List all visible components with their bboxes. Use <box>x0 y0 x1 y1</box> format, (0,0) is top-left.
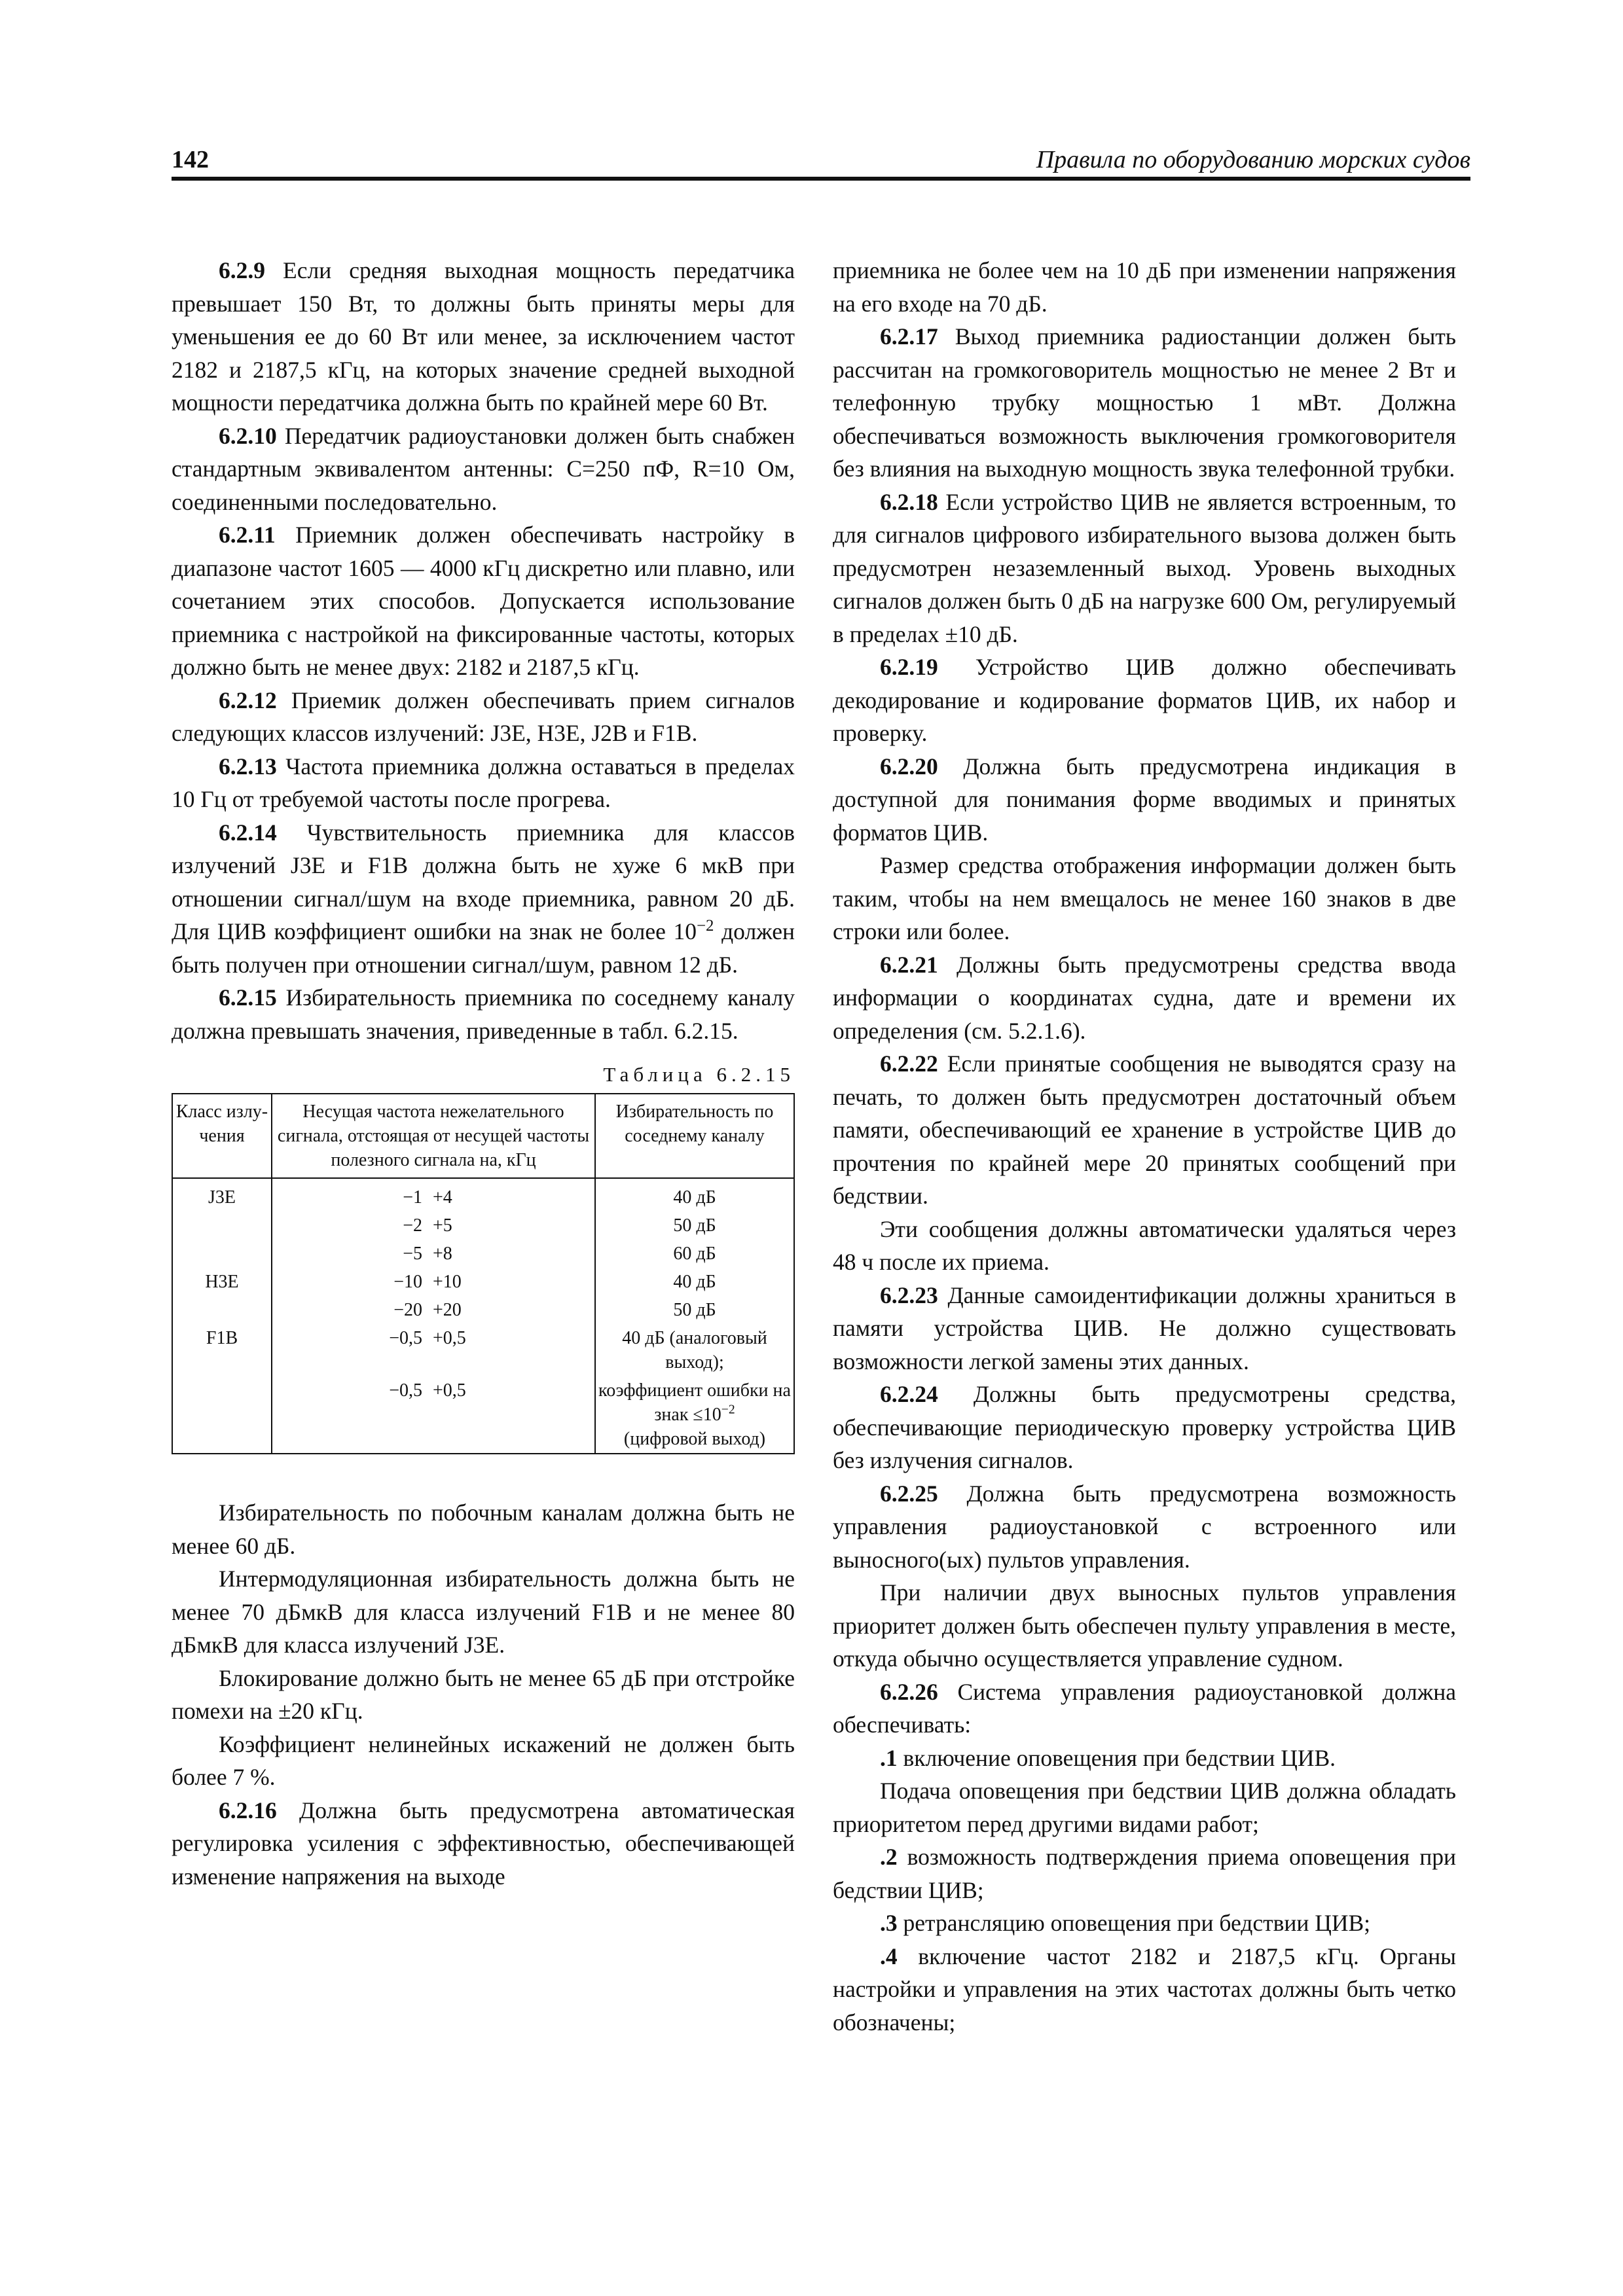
paragraph-6-2-14 <box>172 816 795 982</box>
clause-number: 6.2.9 <box>219 257 265 283</box>
clause-number: 6.2.20 <box>880 753 938 780</box>
paragraph-6-2-19 <box>833 651 1456 750</box>
cell-frequency: −20 +20 <box>272 1296 595 1324</box>
table-header-row <box>172 1094 794 1178</box>
cell-class: H3E <box>172 1268 272 1296</box>
clause-text-cont: должен быть получен при отношении сигнал/шум, равном 12 дБ. <box>172 918 795 978</box>
item-number: .1 <box>880 1744 898 1771</box>
list-item <box>833 1907 1456 1940</box>
table-caption: Таблица 6.2.15 <box>603 1063 795 1086</box>
paragraph-remote-priority: При наличии двух выносных пультов управления приоритет должен быть обеспечен пульту управления в месте, откуда обычно осуществляется управление судном. <box>833 1579 1456 1672</box>
item-number: .2 <box>880 1844 898 1870</box>
paragraph-6-2-25 <box>833 1477 1456 1577</box>
clause-text: Чувствительность приемника для классов излучений J3E и F1B должна быть не хуже 6 мкВ при отношении сигнал/шум на входе приемника, равном 20 дБ. Для ЦИВ коэффициент ошибки на знак не более 10 <box>172 819 795 944</box>
paragraph-distortion: Коэффициент нелинейных искажений не должен быть более 7 %. <box>172 1731 795 1790</box>
clause-text: Если средняя выходная мощность передатчика превышает 150 Вт, то должны быть приняты меры для уменьшения ее до 60 Вт или менее, за исключением частот 2182 и 2187,5 кГц, на которых значение средней выходной мощности передатчика должна быть по крайней мере 60 Вт. <box>172 257 795 416</box>
clause-number: 6.2.22 <box>880 1050 938 1077</box>
cell-selectivity: 40 дБ <box>595 1178 794 1211</box>
clause-number: 6.2.16 <box>219 1797 277 1823</box>
paragraph-6-2-22 <box>833 1047 1456 1213</box>
clause-text: Приемик должен обеспечивать прием сигналов следующих классов излучений: J3E, H3E, J2B и F1B. <box>172 687 795 746</box>
cell-frequency: −5 +8 <box>272 1240 595 1268</box>
list-item <box>833 1742 1456 1775</box>
table-row <box>172 1268 794 1296</box>
paragraph-6-2-20 <box>833 750 1456 850</box>
item-text: включение частот 2182 и 2187,5 кГц. Органы настройки и управления на этих частотах должны быть четко обозначены; <box>833 1943 1456 2036</box>
clause-number: 6.2.18 <box>880 488 938 515</box>
paragraph-6-2-23 <box>833 1279 1456 1378</box>
cell-class <box>172 1211 272 1240</box>
clause-text: Должны быть предусмотрены средства, обеспечивающие периодическую проверку устройства ЦИВ без излучения сигналов. <box>833 1381 1456 1473</box>
list-item <box>833 1940 1456 2039</box>
exponent: −2 <box>721 1403 735 1417</box>
paragraph-6-2-24 <box>833 1378 1456 1477</box>
paragraph-6-2-16-continued: приемника не более чем на 10 дБ при изменении напряжения на его входе на 70 дБ. <box>833 257 1456 317</box>
paragraph-6-2-9 <box>172 254 795 420</box>
clause-number: 6.2.15 <box>219 984 277 1011</box>
clause-text: Устройство ЦИВ должно обеспечивать декодирование и кодирование форматов ЦИВ, их набор и проверку. <box>833 654 1456 746</box>
clause-number: 6.2.23 <box>880 1282 938 1308</box>
selectivity-table <box>172 1093 795 1454</box>
clause-text: Данные самоидентификации должны храниться в памяти устройства ЦИВ. Не должно существовать возможности легкой замены этих данных. <box>833 1282 1456 1374</box>
paragraph-6-2-21 <box>833 948 1456 1048</box>
table-row <box>172 1296 794 1324</box>
exponent: −2 <box>697 917 714 935</box>
clause-number: 6.2.13 <box>219 753 277 780</box>
cell-frequency: −1 +4 <box>272 1178 595 1211</box>
cell-frequency: −0,5 +0,5 <box>272 1376 595 1454</box>
paragraph-6-2-11 <box>172 518 795 684</box>
clause-number: 6.2.10 <box>219 422 277 449</box>
table-row <box>172 1324 794 1376</box>
clause-text: Должна быть предусмотрена возможность управления радиоустановкой с встроенного или выносного(ых) пультов управления. <box>833 1480 1456 1573</box>
paragraph-6-2-26 <box>833 1676 1456 1742</box>
clause-text: Должна быть предусмотрена индикация в доступной для понимания форме вводимых и принятых форматов ЦИВ. <box>833 753 1456 846</box>
item-text: возможность подтверждения приема оповещения при бедствии ЦИВ; <box>833 1844 1456 1903</box>
paragraph-6-2-13 <box>172 750 795 816</box>
page-header <box>172 143 1470 177</box>
clause-text: Частота приемника должна оставаться в пределах 10 Гц от требуемой частоты после прогрева. <box>172 753 795 812</box>
paragraph-6-2-12 <box>172 684 795 750</box>
cell-frequency: −0,5 +0,5 <box>272 1324 595 1376</box>
clause-text: Должны быть предусмотрены средства ввода информации о координатах судна, дате и времени их определения (см. 5.2.1.6). <box>833 951 1456 1044</box>
item-text: ретрансляцию оповещения при бедствии ЦИВ; <box>897 1910 1371 1936</box>
page-number: 142 <box>172 146 209 173</box>
table-row <box>172 1240 794 1268</box>
clause-text: Выход приемника радиостанции должен быть рассчитан на громкоговоритель мощностью не менее 2 Вт и телефонную трубку мощностью 1 мВт. Должна обеспечиваться возможность выключения громкоговорителя без влияния на выходную мощность звука телефонной трубки. <box>833 323 1456 482</box>
table-row <box>172 1376 794 1454</box>
clause-text: Если устройство ЦИВ не является встроенным, то для сигналов цифрового избирательного вызова должен быть предусмотрен незаземленный выход. Уровень выходных сигналов должен быть 0 дБ на нагрузке 600 Ом, регулируемый в пределах ±10 дБ. <box>833 488 1456 647</box>
cell-selectivity: коэффициент ошибки на знак $\le 10^{-2}$ (цифровой выход) <box>595 1376 794 1454</box>
cell-class <box>172 1376 272 1454</box>
cell-class: F1B <box>172 1324 272 1376</box>
clause-text: Передатчик радиоустановки должен быть снабжен стандартным эквивалентом антенны: C=250 пФ, R=10 Ом, соединенными последовательно. <box>172 422 795 515</box>
header-selectivity: Избирательность по соседнему каналу <box>595 1094 794 1178</box>
cell-frequency: −10 +10 <box>272 1268 595 1296</box>
cell-selectivity: 50 дБ <box>595 1296 794 1324</box>
list-item <box>833 1840 1456 1907</box>
clause-number: 6.2.26 <box>880 1678 938 1705</box>
paragraph-6-2-15 <box>172 981 795 1047</box>
clause-number: 6.2.25 <box>880 1480 938 1507</box>
paragraph-6-2-18 <box>833 486 1456 651</box>
cell-selectivity: 50 дБ <box>595 1211 794 1240</box>
header-class: Класс излу-чения <box>172 1094 272 1178</box>
clause-number: 6.2.21 <box>880 951 938 978</box>
clause-number: 6.2.11 <box>219 522 276 548</box>
clause-text: Избирательность приемника по соседнему каналу должна превышать значения, приведенные в табл. 6.2.15. <box>172 984 795 1044</box>
item-number: .3 <box>880 1910 898 1936</box>
clause-number: 6.2.17 <box>880 323 938 350</box>
paragraph-display-size: Размер средства отображения информации должен быть таким, чтобы на нем вмещалось не менее 160 знаков в две строки или более. <box>833 852 1456 944</box>
clause-text: Система управления радиоустановкой должна обеспечивать: <box>833 1678 1456 1738</box>
clause-number: 6.2.12 <box>219 687 277 713</box>
paragraph-6-2-17 <box>833 320 1456 486</box>
clause-text: Должна быть предусмотрена автоматическая регулировка усиления с эффективностью, обеспечивающей изменение напряжения на выходе <box>172 1797 795 1890</box>
paragraph-auto-delete: Эти сообщения должны автоматически удаляться через 48 ч после их приема. <box>833 1215 1456 1275</box>
item-text: включение оповещения при бедствии ЦИВ. <box>897 1744 1336 1771</box>
cell-class: J3E <box>172 1178 272 1211</box>
table-row <box>172 1178 794 1211</box>
cell-class <box>172 1296 272 1324</box>
clause-number: 6.2.19 <box>880 654 938 680</box>
paragraph-spurious: Избирательность по побочным каналам должна быть не менее 60 дБ. <box>172 1499 795 1559</box>
table-row <box>172 1211 794 1240</box>
left-column <box>172 254 795 1893</box>
paragraph-distress-priority: Подача оповещения при бедствии ЦИВ должна обладать приоритетом перед другими видами работ; <box>833 1778 1456 1837</box>
paragraph-intermodulation: Интермодуляционная избирательность должна быть не менее 70 дБмкВ для класса излучений F1B и не менее 80 дБмкВ для класса излучений J3E. <box>172 1566 795 1658</box>
paragraph-6-2-16 <box>172 1794 795 1893</box>
right-column <box>833 254 1456 2039</box>
running-title: Правила по оборудованию морских судов <box>1036 146 1470 173</box>
clause-text: Приемник должен обеспечивать настройку в диапазоне частот 1605 — 4000 кГц дискретно или плавно, или сочетанием этих способов. Допускается использование приемника с настройкой на фиксированные частоты, которых должно быть не менее двух: 2182 и 2187,5 кГц. <box>172 522 795 680</box>
header-rule <box>172 177 1470 181</box>
cell-class <box>172 1240 272 1268</box>
cell-frequency: −2 +5 <box>272 1211 595 1240</box>
clause-text: Если принятые сообщения не выводятся сразу на печать, то должен быть предусмотрен достаточный объем памяти, обеспечивающий ее хранение в устройстве ЦИВ до прочтения по крайней мере 20 принятых сообщений при бедствии. <box>833 1050 1456 1209</box>
cell-selectivity: 40 дБ <box>595 1268 794 1296</box>
paragraph-6-2-10 <box>172 420 795 519</box>
clause-number: 6.2.14 <box>219 819 277 846</box>
header-frequency: Несущая частота нежелательного сигнала, отстоящая от несущей частоты полезного сигнала на, кГц <box>272 1094 595 1178</box>
paragraph-blocking: Блокирование должно быть не менее 65 дБ при отстройке помехи на ±20 кГц. <box>172 1664 795 1724</box>
cell-selectivity: 40 дБ (аналоговый выход); <box>595 1324 794 1376</box>
item-number: .4 <box>880 1943 898 1969</box>
clause-number: 6.2.24 <box>880 1381 938 1407</box>
cell-selectivity: 60 дБ <box>595 1240 794 1268</box>
